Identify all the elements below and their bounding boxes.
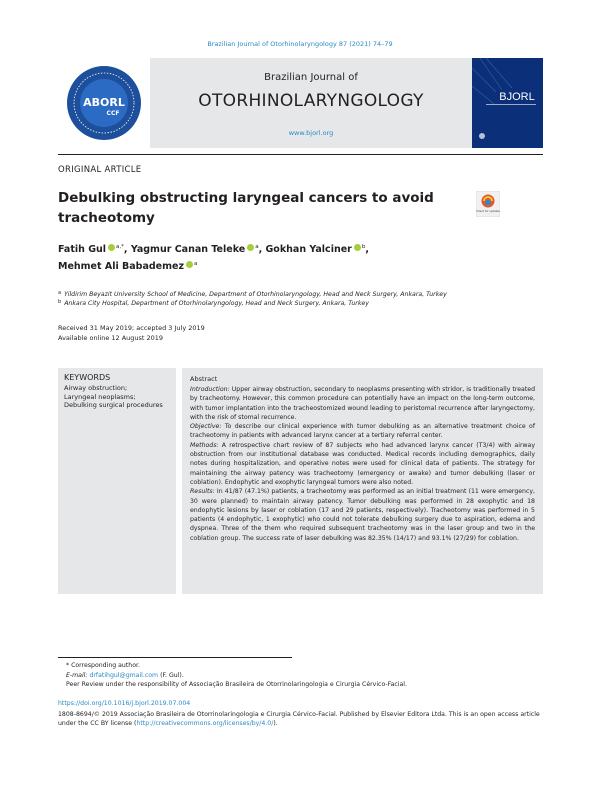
- copyright-closing: ).: [273, 720, 278, 728]
- journal-subtitle: Brazilian Journal of: [264, 72, 358, 83]
- online-date: Available online 12 August 2019: [58, 333, 164, 342]
- email-note: [58, 671, 543, 681]
- keywords-list: [64, 384, 170, 410]
- footnote-rule: [58, 657, 292, 658]
- article-title: Debulking obstructing laryngeal cancers to avoid tracheotomy: [58, 190, 434, 226]
- aborl-logo-icon: [65, 64, 143, 142]
- affiliation-mark: b: [58, 299, 62, 305]
- keyword-item: Airway obstruction;: [64, 384, 128, 392]
- corresponding-author-note: * Corresponding author.: [66, 662, 140, 669]
- abstract-section-label: Objective:: [190, 423, 222, 431]
- abstract-section: [190, 422, 535, 441]
- orcid-icon[interactable]: [247, 244, 254, 251]
- aborl-logo: [58, 58, 150, 148]
- abstract-section-text: In 41/87 (47.1%) patients, a tracheotomy was performed as an initial treatment (11 were emergency, 30 were planned) to maintain airway patency. Tumor debulking was performed in 28 exophytic and 18 endophytic lesions by laser or coblation (17 and 29 patients, respectively). Tracheotomy was performed in 5 patients (4 endophytic, 1 exophytic) who could not tolerate debulking surgery due to aspiration, edema and dyspnea. Three of the them who required subsequent tracheotomy was in the laser group and two in the coblation group. The success rate of laser debulking was 82.35% (14/17) and 93.1% (27/29) for coblation.: [190, 488, 536, 542]
- abstract-section: [190, 487, 535, 543]
- affiliation-text: Yildirim Beyazit University School of Medicine, Department of Otorhinolaryngology, Head and Neck Surgery, Ankara, Turkey: [64, 291, 447, 298]
- keywords-title: KEYWORDS: [64, 373, 111, 382]
- author-separator: ,: [123, 244, 131, 255]
- abstract-box: [182, 368, 543, 594]
- doi-link[interactable]: https://doi.org/10.1016/j.bjorl.2019.07.004: [58, 700, 191, 707]
- author-affiliation-marks: a: [194, 261, 198, 267]
- orcid-icon[interactable]: [108, 244, 115, 251]
- corresponding-author-text: Corresponding author.: [71, 662, 140, 669]
- author-name[interactable]: Mehmet Ali Babademez: [58, 261, 185, 272]
- copyright-notice: [58, 710, 543, 729]
- journal-url-link[interactable]: www.bjorl.org: [288, 129, 334, 137]
- cover-image: [472, 58, 543, 148]
- abstract-section-text: To describe our clinical experience with tumor debulking as an alternative treatment choice of tracheotomy in patients with advanced larynx cancer at a tertiary referral center.: [190, 423, 536, 440]
- email-owner: (F. Gul).: [160, 671, 184, 679]
- abstract-section-label: Introduction:: [190, 386, 230, 393]
- article-history: [58, 324, 205, 343]
- crossmark-icon: [476, 191, 500, 217]
- keyword-item: Laryngeal neoplasms;: [64, 392, 136, 401]
- keyword-item: Debulking surgical procedures: [64, 401, 163, 410]
- journal-cover-thumbnail: [472, 58, 543, 148]
- peer-review-note: Peer Review under the responsibility of Associação Brasileira de Otorrinolaringologia e Cirurgia Cérvico-Facial.: [66, 681, 407, 688]
- footnotes: [58, 661, 543, 690]
- received-date: Received 31 May 2019; accepted 3 July 2019: [58, 324, 205, 332]
- article-type: ORIGINAL ARTICLE: [58, 165, 142, 175]
- logo-subtext: CCF: [106, 110, 120, 117]
- affiliation-mark: a: [58, 290, 62, 296]
- orcid-icon[interactable]: [186, 261, 193, 268]
- abstract-title: Abstract: [190, 375, 218, 383]
- author-list: [58, 240, 478, 274]
- running-head: Brazilian Journal of Otorhinolaryngology 87 (2021) 74–79: [207, 40, 393, 48]
- email-link[interactable]: drfatihgul@gmail.com: [89, 671, 159, 679]
- email-label: E-mail:: [66, 671, 88, 679]
- abstract-section-text: A retrospective chart review of 87 subjects who had advanced larynx cancer (T3/4) with airway obstruction from our institutional database was conducted. Medical records including demographics, daily notes during hospitalization, and operative notes were used for clinical data of patients. The strategy for maintaining the airway patency was tracheotomy (emergency or awake) and tumor debulking (laser or coblation). Endophytic and exophytic laryngeal tumors were also noted.: [190, 441, 536, 486]
- affiliation-b: [58, 298, 543, 308]
- license-link[interactable]: http://creativecommons.org/licenses/by/4.0/: [136, 720, 274, 728]
- abstract-section: [190, 385, 535, 422]
- abstract-section-text: Upper airway obstruction, secondary to neoplasms presenting with stridor, is traditionally treated by tracheotomy. However, this common procedure can potentially have an impact on the long-term outcome, with tumor implantation into the tracheostomized wound leading to peristomal recurrence after laryngectomy, with the risk of stomal recurrence.: [190, 386, 536, 421]
- author-affiliation-marks: a,*: [116, 244, 124, 250]
- journal-title: OTORHINOLARYNGOLOGY: [198, 91, 424, 111]
- keywords-box: [58, 368, 176, 594]
- author-name[interactable]: Gokhan Yalciner: [265, 244, 352, 255]
- abstract-section-label: Methods:: [190, 441, 219, 449]
- orcid-icon[interactable]: [354, 244, 361, 251]
- author-affiliation-marks: a: [255, 244, 259, 250]
- author-separator: ,: [365, 244, 369, 255]
- journal-masthead: [58, 58, 543, 148]
- crossmark-label: Check for updates: [476, 210, 500, 213]
- header-rule: [58, 154, 543, 155]
- abstract-section: [190, 441, 535, 487]
- logo-text: ABORL: [83, 96, 125, 109]
- affiliation-text: Ankara City Hospital, Department of Otorhinolaryngology, Head and Neck Surgery, Ankara, Turkey: [64, 300, 369, 307]
- cover-label: BJORL: [499, 91, 535, 103]
- copyright-text: 1808-8694/© 2019 Associação Brasileira de Otorrinolaringologia e Cirurgia Cérvico-Facial. Published by Elsevier Editora Ltda. This is an open access article under the CC BY license (: [58, 711, 540, 728]
- author-name[interactable]: Yagmur Canan Teleke: [130, 244, 246, 255]
- abstract-section-label: Results:: [190, 488, 215, 496]
- author-name[interactable]: Fatih Gul: [58, 244, 107, 255]
- check-for-updates-badge[interactable]: [476, 191, 500, 217]
- author-separator: ,: [258, 244, 266, 255]
- journal-title-box: [150, 58, 472, 148]
- author-affiliation-marks: b: [361, 244, 366, 250]
